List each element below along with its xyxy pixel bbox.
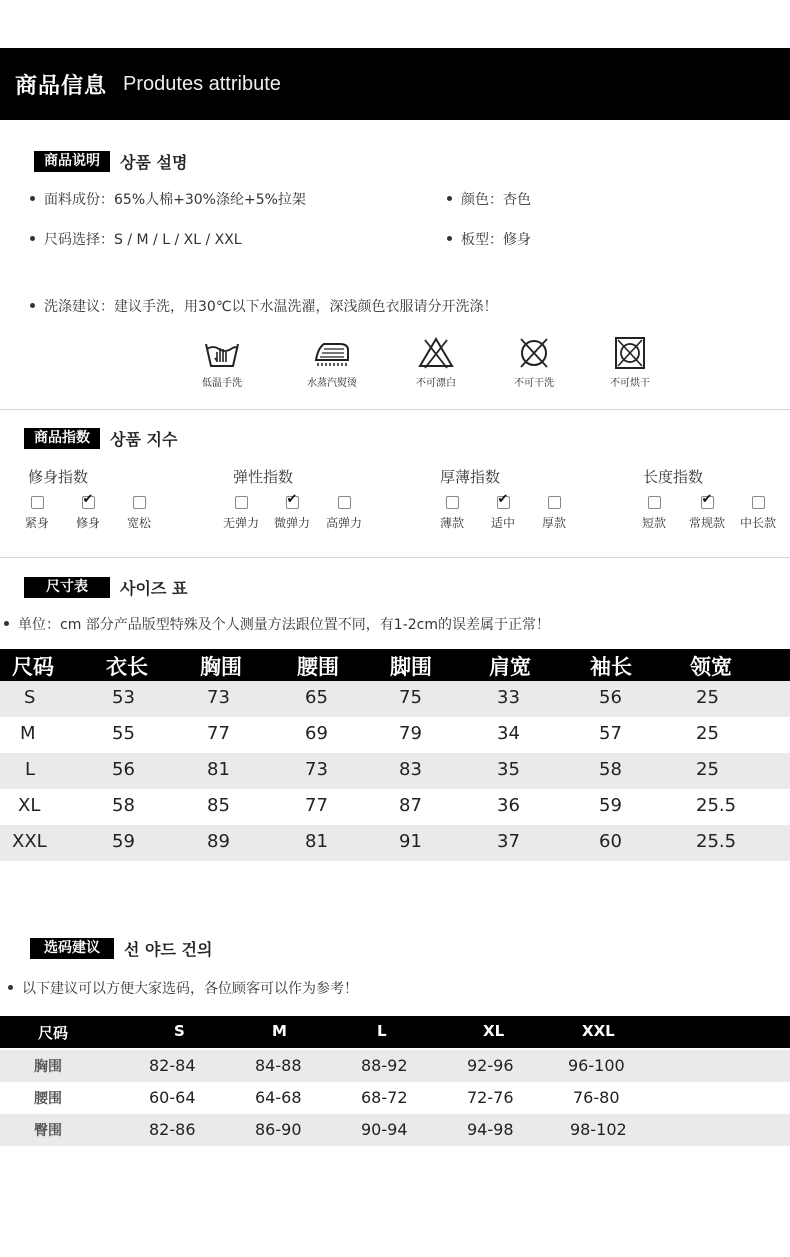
table-cell: 75 (399, 687, 422, 708)
section-title-size-table (24, 576, 187, 599)
section-tag: 选码建议 (30, 938, 114, 959)
index-group-title: 长度指数 (643, 468, 704, 486)
option-label: 中长款 (739, 516, 776, 530)
column-header: 尺码 (38, 1024, 69, 1042)
column-header: 尺码 (12, 655, 54, 679)
table-cell: 77 (207, 723, 230, 744)
table-row (0, 753, 790, 789)
color-info (447, 189, 531, 209)
checkbox-checked[interactable] (701, 496, 714, 509)
table-cell: XL (18, 795, 41, 816)
section-korean-title: 선 야드 건의 (124, 940, 213, 959)
table-cell: 72-76 (467, 1088, 514, 1107)
fabric-text: 面料成份：65%人棉+30%涤纶+5%拉架 (44, 192, 306, 208)
index-option[interactable] (478, 496, 528, 531)
table-cell: 83 (399, 759, 422, 780)
wash-item-no-dry-clean (489, 336, 579, 389)
bullet-dot (8, 985, 13, 990)
header-bar (0, 48, 790, 120)
table-cell: 96-100 (568, 1056, 625, 1075)
fit-info (447, 229, 531, 249)
row-label: 腰围 (34, 1091, 62, 1107)
index-option[interactable] (216, 496, 266, 531)
section-tag: 商品说明 (34, 151, 110, 172)
section-title-index (24, 427, 177, 450)
option-label: 高弹力 (325, 516, 362, 530)
table-cell: S (24, 687, 36, 708)
section-tag: 商品指数 (24, 428, 100, 449)
checkbox[interactable] (235, 496, 248, 509)
section-korean-title: 상품 설명 (120, 153, 188, 172)
table-cell: 94-98 (467, 1120, 514, 1139)
table-cell: 90-94 (361, 1120, 408, 1139)
table-cell: XXL (12, 831, 47, 852)
column-header: 袖长 (590, 655, 632, 679)
table-row (0, 681, 790, 717)
table-cell: 82-86 (149, 1120, 196, 1139)
table-cell: 82-84 (149, 1056, 196, 1075)
table-cell: 59 (599, 795, 622, 816)
column-header: XXL (582, 1022, 615, 1040)
section-korean-title: 상품 지수 (110, 430, 178, 449)
header-subtitle: Produtes attribute (123, 72, 281, 95)
option-label: 适中 (490, 516, 515, 530)
index-group-title: 修身指数 (28, 468, 89, 486)
section-title-recommend (30, 937, 212, 960)
wash-advice (30, 296, 498, 316)
option-label: 宽松 (126, 516, 151, 530)
index-group-title: 弹性指数 (233, 468, 294, 486)
table-row (0, 1114, 790, 1146)
table-cell: 85 (207, 795, 230, 816)
table-cell: 79 (399, 723, 422, 744)
table-cell: 25.5 (696, 795, 737, 816)
table-cell: 34 (497, 723, 520, 744)
option-label: 薄款 (439, 516, 464, 530)
recommend-table-header (0, 1016, 790, 1048)
table-cell: 25.5 (696, 831, 737, 852)
table-cell: 56 (112, 759, 135, 780)
divider (0, 409, 790, 410)
column-header: S (174, 1022, 185, 1040)
table-cell: 25 (696, 687, 719, 708)
table-row (0, 1082, 790, 1114)
checkbox[interactable] (752, 496, 765, 509)
checkbox-checked[interactable] (497, 496, 510, 509)
column-header: 领宽 (690, 655, 732, 679)
option-label: 无弹力 (222, 516, 259, 530)
index-option[interactable] (12, 496, 62, 531)
table-cell: M (20, 723, 36, 744)
table-cell: 86-90 (255, 1120, 302, 1139)
table-cell: 69 (305, 723, 328, 744)
checkbox[interactable] (31, 496, 44, 509)
table-cell: 57 (599, 723, 622, 744)
fit-text: 板型：修身 (461, 232, 531, 248)
wash-advice-text: 洗涤建议：建议手洗，用30℃以下水温洗濯，深浅颜色衣服请分开洗涤！ (44, 299, 498, 315)
option-label: 修身 (75, 516, 100, 530)
option-label: 紧身 (24, 516, 49, 530)
table-cell: 36 (497, 795, 520, 816)
table-cell: 60 (599, 831, 622, 852)
index-option[interactable] (114, 496, 164, 531)
table-cell: 35 (497, 759, 520, 780)
table-cell: 56 (599, 687, 622, 708)
table-cell: 89 (207, 831, 230, 852)
wash-label: 不可干洗 (514, 378, 554, 389)
row-label: 胸围 (34, 1059, 62, 1075)
section-tag: 尺寸表 (24, 577, 110, 598)
section-title-description (34, 150, 187, 173)
section-korean-title: 사이즈 표 (120, 579, 188, 598)
table-cell: 59 (112, 831, 135, 852)
column-header: M (272, 1022, 287, 1040)
column-header: XL (483, 1022, 505, 1040)
no-tumble-dry-icon (612, 336, 648, 370)
size-select-info (30, 229, 242, 249)
index-option[interactable] (733, 496, 783, 531)
table-cell: 81 (207, 759, 230, 780)
table-cell: 33 (497, 687, 520, 708)
table-row (0, 789, 790, 825)
row-label: 臀围 (34, 1123, 62, 1139)
size-table-header (0, 649, 790, 681)
steam-iron-icon (310, 336, 354, 370)
table-cell: 81 (305, 831, 328, 852)
no-dry-clean-icon (516, 336, 552, 370)
no-bleach-icon (417, 336, 455, 370)
table-cell: 60-64 (149, 1088, 196, 1107)
column-header: 腰围 (297, 655, 339, 679)
checkbox-checked[interactable] (286, 496, 299, 509)
index-group-title: 厚薄指数 (440, 468, 501, 486)
table-cell: 92-96 (467, 1056, 514, 1075)
table-cell: 87 (399, 795, 422, 816)
table-row (0, 717, 790, 753)
table-cell: 25 (696, 759, 719, 780)
table-row (0, 825, 790, 861)
table-cell: 37 (497, 831, 520, 852)
table-cell: 77 (305, 795, 328, 816)
table-cell: 88-92 (361, 1056, 408, 1075)
divider (0, 557, 790, 558)
index-option[interactable] (682, 496, 732, 531)
bullet-dot (4, 621, 9, 626)
column-header: 脚围 (390, 655, 432, 679)
checkbox[interactable] (133, 496, 146, 509)
table-cell: 91 (399, 831, 422, 852)
wash-label: 低温手洗 (202, 378, 242, 389)
wash-label: 不可漂白 (416, 378, 456, 389)
bullet-dot (30, 303, 35, 308)
size-note-text: 单位：cm 部分产品版型特殊及个人测量方法跟位置不同，有1-2cm的误差属于正常！ (18, 617, 550, 633)
wash-item-steam-iron (287, 336, 377, 389)
index-option[interactable] (629, 496, 679, 531)
table-cell: 65 (305, 687, 328, 708)
checkbox-checked[interactable] (82, 496, 95, 509)
size-note (4, 614, 550, 634)
wash-label: 不可烘干 (610, 378, 650, 389)
fabric-info (30, 189, 306, 209)
bullet-dot (30, 236, 35, 241)
option-label: 厚款 (541, 516, 566, 530)
table-row (0, 1050, 790, 1082)
recommend-note-text: 以下建议可以方便大家选码，各位顾客可以作为参考！ (22, 981, 358, 997)
index-option[interactable] (63, 496, 113, 531)
table-cell: L (25, 759, 36, 780)
option-label: 常规款 (688, 516, 725, 530)
checkbox[interactable] (648, 496, 661, 509)
bullet-dot (447, 196, 452, 201)
checkbox[interactable] (446, 496, 459, 509)
index-option[interactable] (529, 496, 579, 531)
table-cell: 53 (112, 687, 135, 708)
size-select-text: 尺码选择：S / M / L / XL / XXL (44, 232, 242, 248)
column-header: 胸围 (200, 655, 242, 679)
option-label: 微弹力 (273, 516, 310, 530)
index-option[interactable] (267, 496, 317, 531)
index-option[interactable] (427, 496, 477, 531)
color-text: 颜色：杏色 (461, 192, 531, 208)
wash-item-hand-wash (177, 336, 267, 389)
table-cell: 73 (207, 687, 230, 708)
checkbox[interactable] (548, 496, 561, 509)
checkbox[interactable] (338, 496, 351, 509)
column-header: 衣长 (106, 655, 148, 679)
column-header: L (377, 1022, 387, 1040)
wash-item-no-bleach (391, 336, 481, 389)
table-cell: 84-88 (255, 1056, 302, 1075)
table-cell: 68-72 (361, 1088, 408, 1107)
bullet-dot (447, 236, 452, 241)
table-cell: 55 (112, 723, 135, 744)
table-cell: 76-80 (573, 1088, 620, 1107)
table-cell: 58 (112, 795, 135, 816)
table-cell: 58 (599, 759, 622, 780)
wash-item-no-tumble-dry (585, 336, 675, 389)
table-cell: 25 (696, 723, 719, 744)
recommend-note (8, 978, 358, 998)
header-title: 商品信息 (15, 73, 108, 99)
table-cell: 73 (305, 759, 328, 780)
column-header: 肩宽 (489, 655, 531, 679)
wash-label: 水蒸汽熨烫 (307, 378, 357, 389)
bullet-dot (30, 196, 35, 201)
option-label: 短款 (641, 516, 666, 530)
table-cell: 64-68 (255, 1088, 302, 1107)
index-option[interactable] (319, 496, 369, 531)
table-cell: 98-102 (570, 1120, 627, 1139)
hand-wash-icon (203, 336, 241, 370)
